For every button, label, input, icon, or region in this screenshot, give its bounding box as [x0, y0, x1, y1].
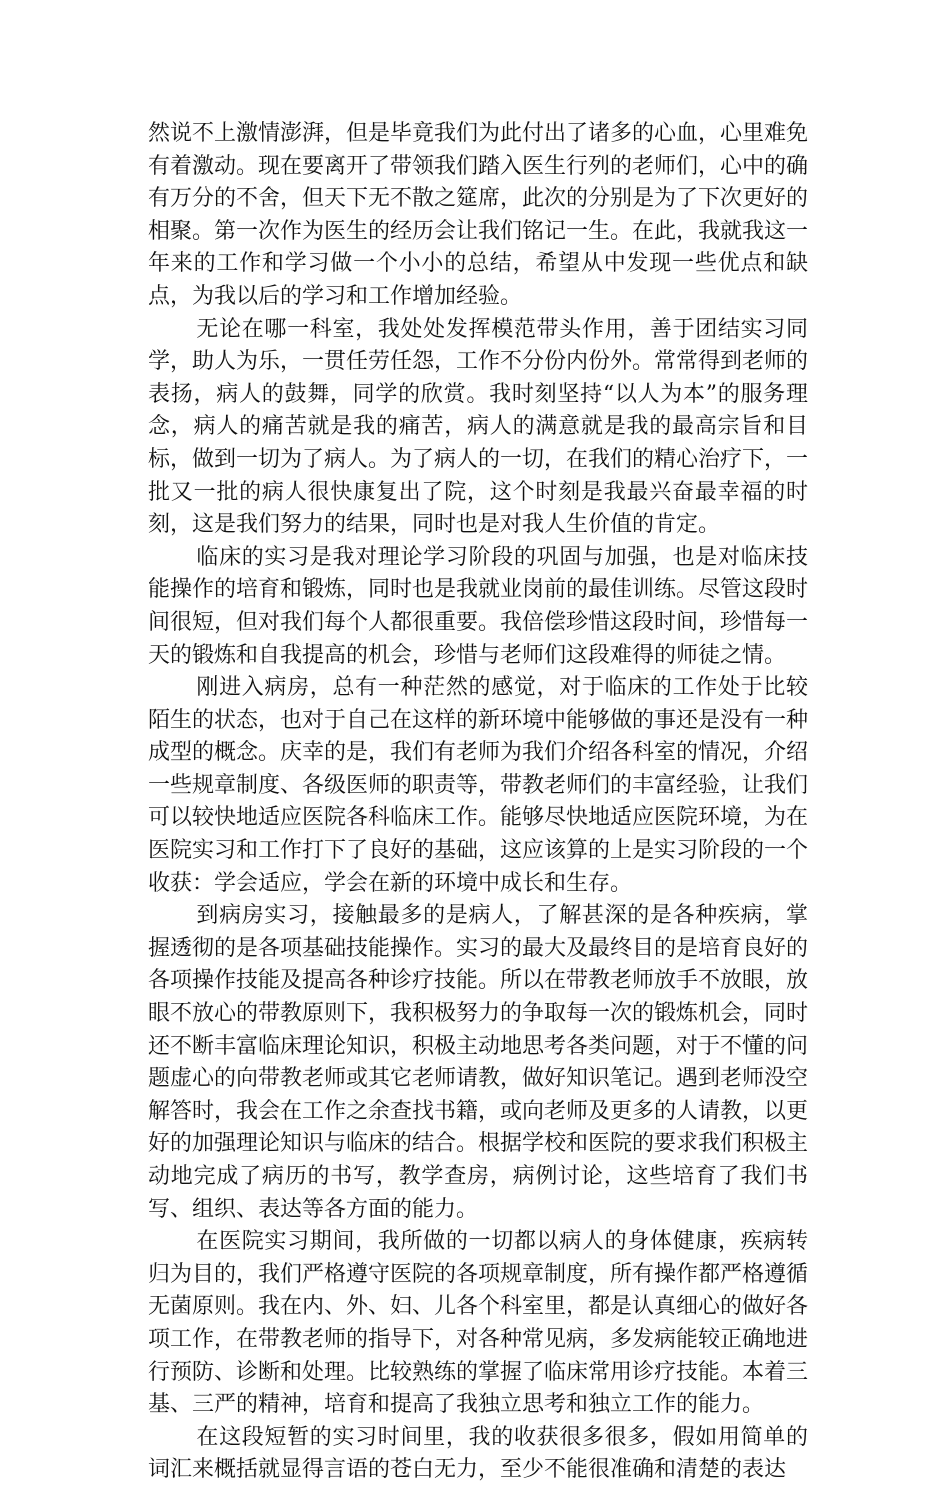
paragraph-2: 无论在哪一科室，我处处发挥模范带头作用，善于团结实习同学，助人为乐，一贯任劳任怨，工作不分份内份外。常常得到老师的表扬，病人的鼓舞，同学的欣赏。我时刻坚持“以人为本”的服务理念，病人的痛苦就是我的痛苦，病人的满意就是我的最高宗旨和目标，做到一切为了病人。为了病人的一切，在我们的精心治疗下，一批又一批的病人很快康复出了院，这个时刻是我最兴奋最幸福的时刻，这是我们努力的结果，同时也是对我人生价值的肯定。	[148, 316, 809, 538]
paragraph-3: 临床的实习是我对理论学习阶段的巩固与加强，也是对临床技能操作的培育和锻炼，同时也是我就业岗前的最佳训练。尽管这段时间很短，但对我们每个人都很重要。我倍偿珍惜这段时间，珍惜每一天的锻炼和自我提高的机会，珍惜与老师们这段难得的师徒之情。	[148, 544, 809, 668]
paragraph-4: 刚进入病房，总有一种茫然的感觉，对于临床的工作处于比较陌生的状态，也对于自己在这样的新环境中能够做的事还是没有一种成型的概念。庆幸的是，我们有老师为我们介绍各科室的情况，介绍一些规章制度、各级医师的职责等，带教老师们的丰富经验，让我们可以较快地适应医院各科临床工作。能够尽快地适应医院环境，为在医院实习和工作打下了良好的基础，这应该算的上是实习阶段的一个收获：学会适应，学会在新的环境中成长和生存。	[148, 675, 809, 896]
paragraph-5: 到病房实习，接触最多的是病人，了解甚深的是各种疾病，掌握透彻的是各项基础技能操作。实习的最大及最终目的是培育良好的各项操作技能及提高各种诊疗技能。所以在带教老师放手不放眼，放眼不放心的带教原则下，我积极努力的争取每一次的锻炼机会，同时还不断丰富临床理论知识，积极主动地思考各类问题，对于不懂的问题虚心的向带教老师或其它老师请教，做好知识笔记。遇到老师没空解答时，我会在工作之余查找书籍，或向老师及更多的人请教，以更好的加强理论知识与临床的结合。根据学校和医院的要求我们积极主动地完成了病历的书写，教学查房，病例讨论，这些培育了我们书写、组织、表达等各方面的能力。	[148, 903, 809, 1222]
paragraph-7: 在这段短暂的实习时间里，我的收获很多很多，假如用简单的词汇来概括就显得言语的苍白无力，至少不能很准确和清楚的表达	[148, 1424, 808, 1483]
document-page	[148, 118, 808, 1487]
paragraph-1: 然说不上激情澎湃，但是毕竟我们为此付出了诸多的心血，心里难免有着激动。现在要离开了带领我们踏入医生行列的老师们，心中的确有万分的不舍，但天下无不散之筵席，此次的分别是为了下次更好的相聚。第一次作为医生的经历会让我们铭记一生。在此，我就我这一年来的工作和学习做一个小小的总结，希望从中发现一些优点和缺点，为我以后的学习和工作增加经验。	[148, 121, 809, 309]
paragraph-6: 在医院实习期间，我所做的一切都以病人的身体健康，疾病转归为目的，我们严格遵守医院的各项规章制度，所有操作都严格遵循无菌原则。我在内、外、妇、儿各个科室里，都是认真细心的做好各项工作，在带教老师的指导下，对各种常见病，多发病能较正确地进行预防、诊断和处理。比较熟练的掌握了临床常用诊疗技能。本着三基、三严的精神，培育和提高了我独立思考和独立工作的能力。	[148, 1229, 809, 1418]
